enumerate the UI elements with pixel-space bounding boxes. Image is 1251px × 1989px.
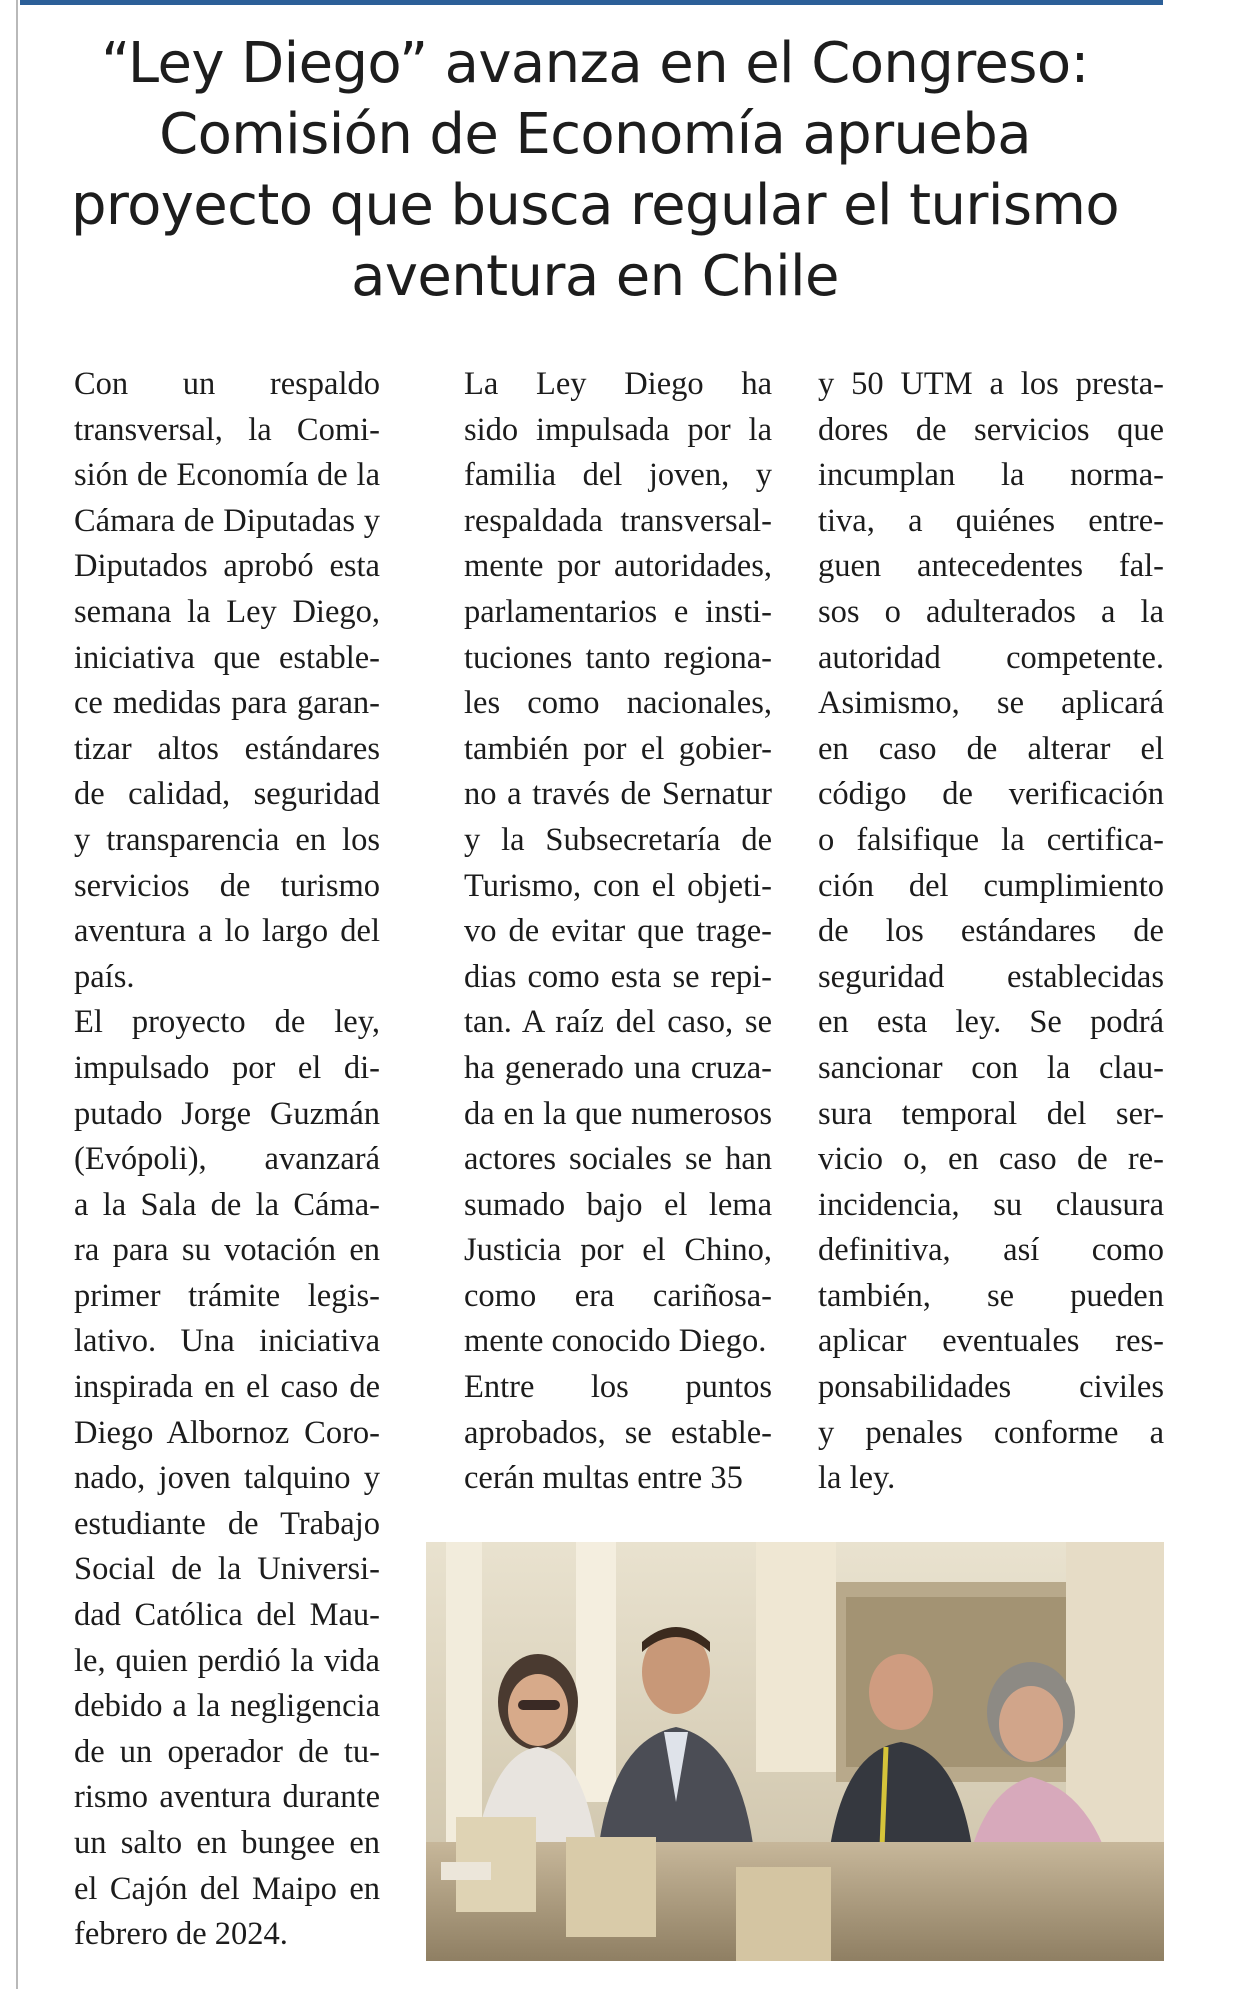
article-line: tiva, a quiénes entre- [818, 502, 1164, 539]
article-paragraph [426, 1365, 772, 1502]
article-line: Asimismo, se aplicará [818, 685, 1164, 722]
article-line: seguridad establecidas [818, 958, 1164, 995]
article-line: nado, joven talquino y [74, 1460, 380, 1497]
article-line: de un operador de tu- [74, 1733, 380, 1770]
article-line: sos o adulterados a la [818, 593, 1164, 630]
article-line: servicios de turismo [74, 867, 380, 904]
article-line: sumado bajo el lema [464, 1186, 772, 1223]
article-line: inspirada en el caso de [74, 1369, 380, 1406]
article-line: Diputados aprobó esta [74, 548, 380, 585]
article-line: también por el gobier- [464, 730, 772, 767]
article-line: no a través de Sernatur [464, 776, 772, 813]
article-line: mente por autoridades, [464, 548, 772, 585]
article-line: en esta ley. Se podrá [818, 1004, 1164, 1041]
article-line: les como nacionales, [464, 685, 772, 722]
article-line: ción del cumplimiento [818, 867, 1164, 904]
article-line: también, se pueden [818, 1277, 1164, 1314]
article-line: Con un respaldo [74, 366, 380, 402]
article-line: Justicia por el Chino, [464, 1232, 772, 1269]
article-line: tuciones tanto regiona- [464, 639, 772, 676]
article-line: o falsifique la certifica- [818, 821, 1164, 858]
article-line: guen antecedentes fal- [818, 548, 1164, 585]
article-line: da en la que numerosos [464, 1095, 772, 1132]
article-line: respaldada transversal- [464, 502, 772, 539]
article-paragraph [36, 362, 380, 1000]
left-margin-rule [16, 0, 18, 1989]
article-line: vo de evitar que trage- [464, 913, 772, 950]
article-line: dores de servicios que [818, 411, 1164, 448]
article-line: ponsabilidades civiles [818, 1369, 1164, 1406]
article-line: sión de Economía de la [74, 457, 380, 494]
article-line: parlamentarios e insti- [464, 593, 772, 630]
article-line: le, quien perdió la vida [74, 1642, 380, 1679]
article-line: cerán multas entre 35 [464, 1460, 743, 1497]
article-line: incumplan la norma- [818, 457, 1164, 494]
article-line: incidencia, su clausura [818, 1186, 1164, 1223]
article-line: mente conocido Diego. [464, 1323, 767, 1360]
article-line: un salto en bungee en [74, 1825, 380, 1861]
article-line: definitiva, así como [818, 1232, 1164, 1269]
article-line: código de verificación [818, 776, 1164, 813]
article-line: tizar altos estándares [74, 730, 380, 767]
article-line: en caso de alterar el [818, 730, 1164, 767]
article-line: y la Subsecretaría de [464, 821, 772, 858]
article-line: rismo aventura durante [74, 1779, 380, 1816]
article-line: autoridad competente. [818, 639, 1164, 676]
article-line: (Evópoli), avanzará [74, 1141, 380, 1178]
article-line: de calidad, seguridad [74, 776, 380, 813]
article-line: como era cariñosa- [464, 1277, 772, 1314]
article-line: putado Jorge Guzmán [74, 1095, 380, 1132]
article-line: Cámara de Diputadas y [74, 502, 380, 539]
article-line: semana la Ley Diego, [74, 593, 380, 630]
article-line: dias como esta se repi- [464, 958, 772, 995]
article-line: transversal, la Comi- [74, 411, 380, 448]
article-line: iniciativa que estable- [74, 639, 380, 676]
article-line: sido impulsada por la [464, 411, 772, 448]
article-line: El proyecto de ley, [74, 1004, 380, 1041]
article-headline: “Ley Diego” avanza en el Congreso: Comisión de Economía aprueba proyecto que busca regular el turismo aventura en Chile [70, 31, 1120, 309]
article-line: Diego Albornoz Coro- [74, 1414, 380, 1451]
article-line: y 50 UTM a los presta- [818, 366, 1164, 402]
article-line: a la Sala de la Cáma- [74, 1186, 380, 1223]
article-line: aprobados, se estable- [464, 1414, 772, 1451]
article-line: impulsado por el di- [74, 1049, 380, 1086]
article-line: dad Católica del Mau- [74, 1597, 380, 1634]
article-line: aventura a lo largo del [74, 913, 380, 950]
article-line: lativo. Una iniciativa [74, 1323, 380, 1360]
article-paragraph [426, 362, 772, 1365]
article-line: estudiante de Trabajo [74, 1505, 380, 1542]
article-line: Social de la Universi- [74, 1551, 380, 1588]
committee-session-photo [426, 1542, 1164, 1961]
article-column-3 [818, 362, 1164, 1502]
article-line: Entre los puntos [464, 1369, 772, 1406]
article-line: aplicar eventuales res- [818, 1323, 1164, 1360]
article-line: ra para su votación en [74, 1232, 380, 1269]
article-column-1 [36, 362, 380, 1958]
article-line: Turismo, con el objeti- [464, 867, 772, 904]
article-line: el Cajón del Maipo en [74, 1870, 380, 1907]
article-photo [426, 1542, 1164, 1961]
article-line: sancionar con la clau- [818, 1049, 1164, 1086]
article-line: familia del joven, y [464, 457, 772, 494]
article-line: febrero de 2024. [74, 1916, 288, 1953]
article-paragraph [36, 1000, 380, 1957]
article-line: debido a la negligencia [74, 1688, 380, 1725]
article-line: país. [74, 958, 135, 995]
article-line: primer trámite legis- [74, 1277, 380, 1314]
article-line: tan. A raíz del caso, se [464, 1004, 772, 1041]
article-line: la ley. [818, 1460, 896, 1497]
article-paragraph [818, 362, 1164, 1502]
article-line: y transparencia en los [74, 821, 380, 858]
article-line: ha generado una cruza- [464, 1049, 772, 1086]
article-line: actores sociales se han [464, 1141, 772, 1178]
article-line: La Ley Diego ha [464, 366, 772, 402]
article-line: sura temporal del ser- [818, 1095, 1164, 1132]
article-column-2 [426, 362, 772, 1502]
article-line: ce medidas para garan- [74, 685, 380, 722]
article-line: de los estándares de [818, 913, 1164, 950]
top-rule [20, 0, 1163, 5]
article-line: vicio o, en caso de re- [818, 1141, 1164, 1178]
article-line: y penales conforme a [818, 1414, 1164, 1451]
